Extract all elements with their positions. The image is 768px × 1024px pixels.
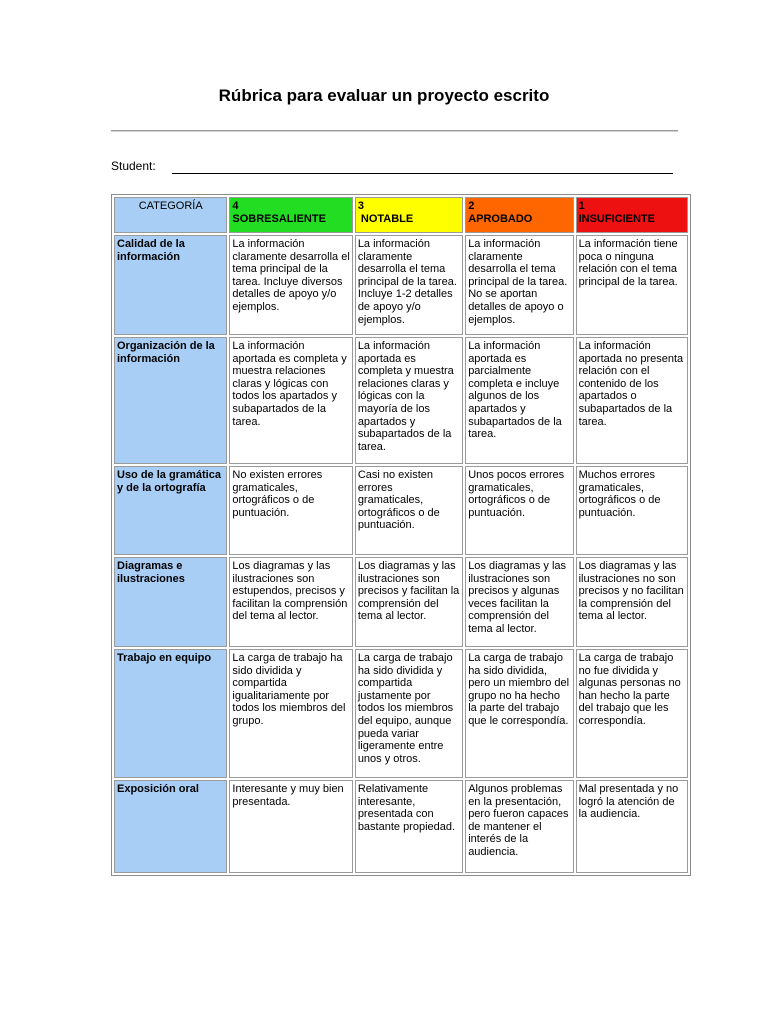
row-category: Exposición oral: [114, 780, 227, 873]
level-header-4: [229, 197, 352, 233]
criterion-cell: Mal presentada y no logró la atención de la audiencia.: [576, 780, 688, 873]
criterion-cell: La información claramente desarrolla el tema principal de la tarea. No se aportan detalles de apoyo o ejemplos.: [465, 235, 573, 335]
row-category: Diagramas e ilustraciones: [114, 557, 227, 647]
criterion-cell: Los diagramas y las ilustraciones son precisos y algunas veces facilitan la comprensión del tema al lector.: [465, 557, 573, 647]
criterion-cell: La información tiene poca o ninguna relación con el tema principal de la tarea.: [576, 235, 688, 335]
level-number: 1: [578, 200, 585, 212]
document-title: Rúbrica para evaluar un proyecto escrito: [218, 86, 550, 105]
criterion-cell: No existen errores gramaticales, ortográficos o de puntuación.: [229, 466, 352, 555]
rubric-row-calidad: [114, 235, 688, 335]
criterion-cell: Algunos problemas en la presentación, pero fueron capaces de mantener el interés de la audiencia.: [465, 780, 573, 873]
level-header-1: [576, 197, 688, 233]
row-category: Calidad de la información: [114, 235, 227, 335]
rubric-row-exposicion: [114, 780, 688, 873]
level-header-2: [465, 197, 573, 233]
level-label: APROBADO: [468, 212, 533, 225]
level-number: 4: [232, 200, 239, 212]
criterion-cell: La información aportada es parcialmente completa e incluye algunos de los apartados y subapartados de la tarea.: [465, 337, 573, 464]
rubric-header-row: [114, 197, 688, 233]
criterion-cell: La carga de trabajo ha sido dividida, pero un miembro del grupo no ha hecho la parte del trabajo que le correspondía.: [465, 649, 573, 778]
criterion-cell: Muchos errores gramaticales, ortográficos o de puntuación.: [576, 466, 688, 555]
category-header: CATEGORÍA: [114, 197, 227, 233]
criterion-cell: La información aportada es completa y muestra relaciones claras y lógicas con todos los apartados y subapartados de la tarea.: [229, 337, 352, 464]
level-header-3: [355, 197, 463, 233]
criterion-cell: Los diagramas y las ilustraciones son precisos y facilitan la comprensión del tema al lector.: [355, 557, 463, 647]
level-label: SOBRESALIENTE: [232, 212, 326, 225]
criterion-cell: Interesante y muy bien presentada.: [229, 780, 352, 873]
row-category: Uso de la gramática y de la ortografía: [114, 466, 227, 555]
criterion-cell: La información claramente desarrolla el tema principal de la tarea. Incluye diversos detalles de apoyo y/o ejemplos.: [229, 235, 352, 335]
criterion-cell: Unos pocos errores gramaticales, ortográficos o de puntuación.: [465, 466, 573, 555]
criterion-cell: Los diagramas y las ilustraciones son estupendos, precisos y facilitan la comprensión del tema al lector.: [229, 557, 352, 647]
row-category: Trabajo en equipo: [114, 649, 227, 778]
student-label: Student:: [111, 159, 156, 173]
criterion-cell: Los diagramas y las ilustraciones no son precisos y no facilitan la comprensión del tema al lector.: [576, 557, 688, 647]
criterion-cell: La información claramente desarrolla el tema principal de la tarea. Incluye 1-2 detalles de apoyo y/o ejemplos.: [355, 235, 463, 335]
student-name-line: [172, 173, 673, 174]
criterion-cell: Relativamente interesante, presentada con bastante propiedad.: [355, 780, 463, 873]
level-label: INSUFICIENTE: [578, 212, 655, 225]
criterion-cell: La carga de trabajo ha sido dividida y compartida igualitariamente por todos los miembros del grupo.: [229, 649, 352, 778]
level-number: 3: [357, 200, 364, 212]
rubric-row-gramatica: [114, 466, 688, 555]
level-number: 2: [468, 200, 475, 212]
criterion-cell: La carga de trabajo no fue dividida y algunas personas no han hecho la parte del trabajo que les correspondía.: [576, 649, 688, 778]
criterion-cell: La carga de trabajo ha sido dividida y compartida justamente por todos los miembros del equipo, aunque pueda variar ligeramente entre unos y otros.: [355, 649, 463, 778]
criterion-cell: La información aportada es completa y muestra relaciones claras y lógicas con la mayoría de los apartados y subapartados de la tarea.: [355, 337, 463, 464]
rubric-row-trabajo: [114, 649, 688, 778]
criterion-cell: Casi no existen errores gramaticales, ortográficos o de puntuación.: [355, 466, 463, 555]
row-category: Organización de la información: [114, 337, 227, 464]
rubric-row-diagramas: [114, 557, 688, 647]
rubric-row-organizacion: [114, 337, 688, 464]
title-divider: [111, 130, 678, 132]
level-label: NOTABLE: [357, 212, 414, 225]
criterion-cell: La información aportada no presenta relación con el contenido de los apartados o subapartados de la tarea.: [576, 337, 688, 464]
rubric-table: [111, 194, 691, 876]
